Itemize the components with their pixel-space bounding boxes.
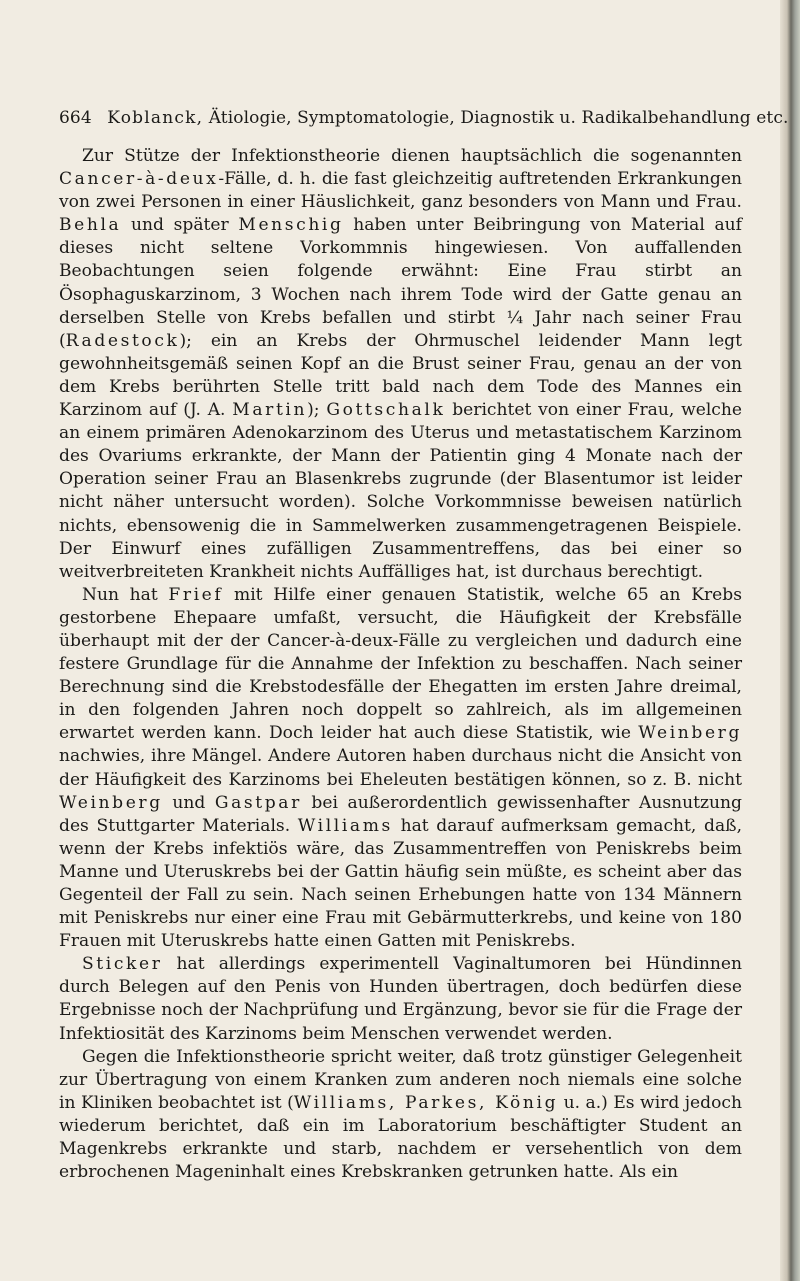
spaced-name: Sticker — [82, 954, 163, 975]
text-run: und später — [121, 215, 239, 236]
spaced-name: Weinberg — [59, 792, 163, 813]
spaced-name: Cancer-à-deux — [59, 169, 219, 190]
spaced-name: Martin — [232, 400, 308, 421]
text-run: ); ein an Krebs der Ohrmuschel leidender Mann legt gewohnheitsgemäß seinen Kopf an die Brust seiner Frau, genau an der von dem Krebs berührten Stelle tritt bald nach dem Tode des Mannes ein Karzinom auf (J. A. — [59, 330, 742, 421]
text-run: bei außerordentlich gewissenhafter Ausnutzung des Stuttgarter Materials. — [59, 792, 742, 836]
text-run: Zur Stütze der Infektionstheorie dienen hauptsächlich die sogenannten — [82, 146, 742, 166]
page-edge-shadow — [780, 0, 800, 1281]
text-run: Nun hat — [82, 584, 169, 605]
text-run: Gegen die Infektionstheorie spricht weiter, daß trotz günstiger Gelegenheit zur Übertragung von einem Kranken zum anderen noch niemals eine solche in Kliniken beobachtet ist ( — [59, 1046, 742, 1113]
header-author: Koblanck, — [107, 108, 204, 128]
text-run: mit Hilfe einer genauen Statistik, welche 65 an Krebs gestorbene Ehepaare umfaßt, versucht, die Häufigkeit der Krebsfälle überhaupt mit der der Cancer-à-deux-Fälle zu vergleichen und dadurch eine festere Grundlage für die Annahme der Infektion zu beschaffen. Nach seiner Berechnung sind die Krebstodesfälle der Ehegatten im ersten Jahre dreimal, in den folgenden Jahren noch doppelt so zahlreich, als im allgemeinen erwartet werden kann. Doch leider hat auch diese Statistik, wie — [59, 584, 742, 744]
spaced-name: Williams, Parkes, König — [293, 1092, 559, 1113]
text-run: berichtet von einer Frau, welche an einem primären Adenokarzinom des Uterus und metastatischem Karzinom des Ovariums erkrankte, der Mann der Patientin ging 4 Monate nach der Operation seiner Frau an Blasenkrebs zugrunde (der Blasentumor ist leider nicht näher untersucht worden). Solche Vorkommnisse beweisen natürlich nichts, ebensowenig die in Sammelwerken zusammengetragenen Beispiele. Der Einwurf eines zufälligen Zusammentreffens, das bei einer so weitverbreiteten Krankheit nichts Auffälliges hat, ist durchaus berechtigt. — [59, 400, 742, 582]
text-run: haben unter Beibringung von Material auf dieses nicht seltene Vorkommnis hingewiesen. Von auffallenden Beobachtungen seien folgende erwähnt: Eine Frau stirbt an Ösophaguskarzinom, 3 Wochen nach ihrem Tode wird der Gatte genau an derselben Stelle von Krebs befallen und stirbt ¼ Jahr nach seiner Frau ( — [59, 215, 742, 351]
paragraph — [59, 1046, 742, 1185]
text-run: hat allerdings experimentell Vaginaltumoren bei Hündinnen durch Belegen auf den Penis von Hunden übertragen, doch bedürfen diese Ergebnisse noch der Nachprüfung und Ergänzung, bevor sie für die Frage der Infektiosität des Karzinoms beim Menschen verwendet werden. — [59, 954, 742, 1044]
text-run: und — [162, 792, 215, 813]
spaced-name: Behla — [59, 215, 122, 236]
spaced-name: Menschig — [238, 215, 344, 236]
text-run: hat darauf aufmerksam gemacht, daß, wenn der Krebs infektiös wäre, das Zusammentreffen von Peniskrebs beim Manne und Uteruskrebs bei der Gattin häufig sein müßte, es scheint aber das Gegenteil der Fall zu sein. Nach seinen Erhebungen hatte von 134 Männern mit Peniskrebs nur einer eine Frau mit Gebärmutterkrebs, und keine von 180 Frauen mit Uteruskrebs hatte einen Gatten mit Peniskrebs. — [59, 815, 743, 952]
spaced-name: Radestock — [65, 330, 180, 351]
paragraph — [59, 145, 742, 584]
body-text — [59, 145, 742, 1184]
spaced-name: Gottschalk — [326, 400, 446, 421]
text-run: -Fälle, d. h. die fast gleichzeitig auftretenden Erkrankungen von zwei Personen in einer Häuslichkeit, ganz besonders von Mann und Frau. — [59, 169, 742, 213]
text-run: ); — [307, 400, 327, 421]
header-title: Ätiologie, Symptomatologie, Diagnostik u. Radikalbehandlung etc. — [208, 108, 789, 128]
spaced-name: Williams — [297, 815, 393, 836]
spaced-name: Frief — [168, 584, 224, 605]
running-header — [59, 108, 789, 128]
paragraph — [59, 953, 742, 1045]
text-run: u. a.) Es wird jedoch wiederum berichtet, daß ein im Laboratorium beschäftigter Student an Magenkrebs erkrankte und starb, nachdem er versehentlich von dem erbrochenen Mageninhalt eines Krebskranken getrunken hatte. Als ein — [59, 1092, 742, 1183]
text-run: nachwies, ihre Mängel. Andere Autoren haben durchaus nicht die Ansicht von der Häufigkeit des Karzinoms bei Eheleuten bestätigen können, so z. B. nicht — [59, 746, 742, 790]
page-number: 664 — [59, 108, 92, 128]
paragraph — [59, 584, 742, 954]
spaced-name: Weinberg — [638, 723, 742, 744]
spaced-name: Gastpar — [214, 792, 302, 813]
